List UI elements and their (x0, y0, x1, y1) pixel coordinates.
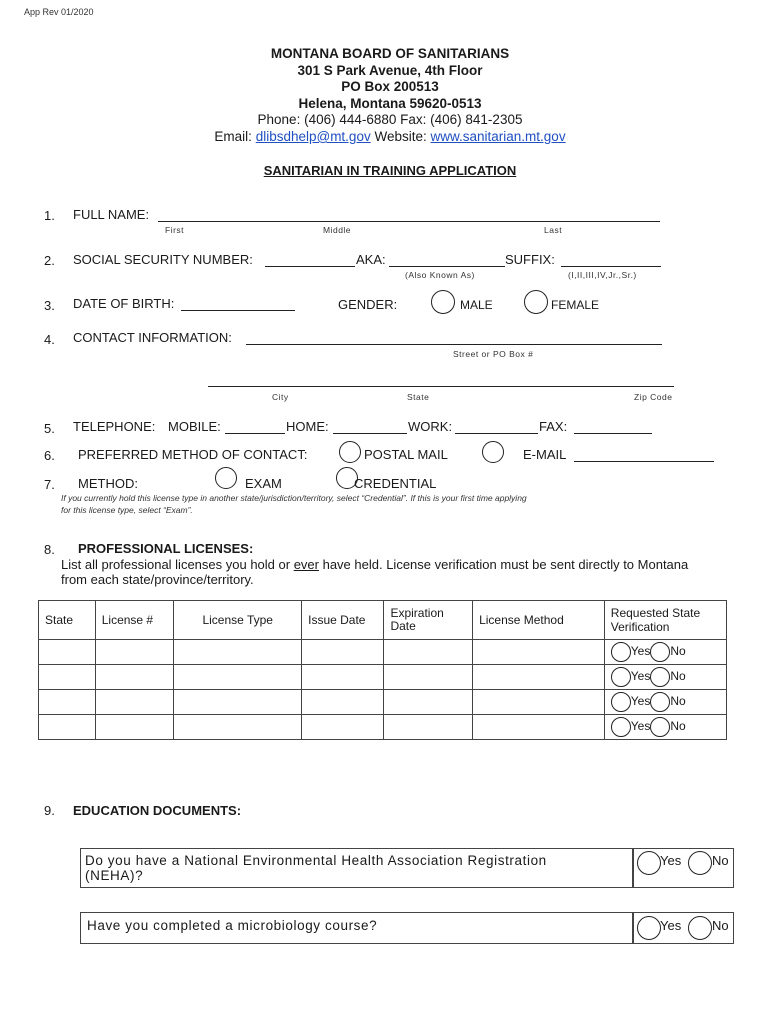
col-state: State (39, 601, 96, 640)
website-label: Website: (374, 129, 427, 144)
col-requested-verification: Requested State Verification (604, 601, 726, 640)
cell-verification (604, 690, 726, 715)
postal-mail-radio[interactable] (339, 441, 361, 463)
neha-no-label: No (712, 853, 729, 868)
verification-yes-radio[interactable] (611, 717, 631, 737)
verification-no-radio[interactable] (650, 667, 670, 687)
email-radio[interactable] (482, 441, 504, 463)
female-label: FEMALE (551, 298, 600, 312)
col-license-method: License Method (473, 601, 605, 640)
website-link[interactable]: www.sanitarian.mt.gov (430, 129, 566, 144)
verification-yes-radio[interactable] (611, 692, 631, 712)
neha-question: Do you have a National Environmental Health Association Registration (NEHA)? (85, 853, 547, 883)
verification-yes-label: Yes (630, 644, 651, 659)
aka-caption: (Also Known As) (405, 270, 475, 280)
licenses-text-line-2: from each state/province/territory. (61, 572, 254, 587)
suffix-field[interactable] (561, 266, 661, 267)
verification-no-radio[interactable] (650, 692, 670, 712)
email-label: Email: (214, 129, 252, 144)
dob-label: DATE OF BIRTH: (73, 296, 175, 311)
verification-yes-label: Yes (630, 719, 651, 734)
cell-issue-date[interactable] (302, 715, 384, 740)
cell-license-number[interactable] (95, 690, 174, 715)
cell-issue-date[interactable] (302, 690, 384, 715)
state-caption: State (407, 392, 430, 402)
phone-fax: Phone: (406) 444-6880 Fax: (406) 841-2305 (257, 112, 523, 127)
suffix-caption: (I,II,III,IV,Jr.,Sr.) (568, 270, 637, 280)
q2-number: 2. (44, 253, 55, 268)
licenses-text-a: List all professional licenses you hold or (61, 557, 294, 572)
table-row (39, 715, 727, 740)
fax-label: FAX: (539, 419, 568, 434)
cell-issue-date[interactable] (302, 640, 384, 665)
micro-yes-radio[interactable] (637, 916, 661, 940)
licenses-header-row (39, 601, 727, 640)
cell-expiration-date[interactable] (384, 665, 473, 690)
q3-number: 3. (44, 298, 55, 313)
contact-info-label: CONTACT INFORMATION: (73, 330, 232, 345)
method-label: METHOD: (78, 476, 138, 491)
licenses-text-c: have held. License verification must be sent directly to Montana (318, 557, 689, 572)
city-caption: City (272, 392, 289, 402)
female-radio[interactable] (524, 290, 548, 314)
email-field[interactable] (574, 461, 714, 462)
last-name-caption: Last (544, 225, 563, 235)
address-line-1: 301 S Park Avenue, 4th Floor (297, 63, 483, 78)
zip-caption: Zip Code (634, 392, 673, 402)
neha-yes-radio[interactable] (637, 851, 661, 875)
gender-label: GENDER: (338, 297, 398, 312)
verification-no-radio[interactable] (650, 717, 670, 737)
mobile-label: MOBILE: (168, 419, 221, 434)
form-title: SANITARIAN IN TRAINING APPLICATION (263, 163, 517, 178)
q9-number: 9. (44, 803, 55, 818)
method-note-line-2: for this license type, select “Exam”. (61, 505, 193, 515)
aka-field[interactable] (389, 266, 505, 267)
col-issue-date: Issue Date (302, 601, 384, 640)
email-option-label: E-MAIL (523, 447, 567, 462)
ssn-field[interactable] (265, 266, 355, 267)
cell-license-number[interactable] (95, 665, 174, 690)
exam-radio[interactable] (215, 467, 237, 489)
mobile-field[interactable] (225, 433, 285, 434)
micro-no-label: No (712, 918, 729, 933)
verification-no-label: No (670, 644, 686, 659)
verification-yes-label: Yes (630, 669, 651, 684)
home-label: HOME: (286, 419, 329, 434)
q8-number: 8. (44, 542, 55, 557)
postal-mail-label: POSTAL MAIL (364, 447, 448, 462)
licenses-heading: PROFESSIONAL LICENSES: (78, 541, 254, 556)
verification-no-label: No (670, 669, 686, 684)
col-expiration-date: Expiration Date (384, 601, 473, 640)
neha-no-radio[interactable] (688, 851, 712, 875)
method-note-line-1: If you currently hold this license type in another state/jurisdiction/territory, select “Credential”. If this is your first time applying (61, 493, 527, 503)
ssn-label: SOCIAL SECURITY NUMBER: (73, 252, 253, 267)
middle-name-caption: Middle (323, 225, 352, 235)
cell-license-type[interactable] (174, 640, 302, 665)
table-row (39, 690, 727, 715)
aka-label: AKA: (356, 252, 386, 267)
cell-state[interactable] (39, 715, 96, 740)
q7-number: 7. (44, 477, 55, 492)
micro-question: Have you completed a microbiology course? (87, 918, 378, 933)
verification-no-label: No (670, 719, 686, 734)
cell-expiration-date[interactable] (384, 715, 473, 740)
street-field[interactable] (246, 344, 662, 345)
verification-yes-radio[interactable] (611, 642, 631, 662)
work-field[interactable] (455, 433, 538, 434)
home-field[interactable] (333, 433, 407, 434)
cell-state[interactable] (39, 690, 96, 715)
neha-yes-label: Yes (660, 853, 682, 868)
micro-no-radio[interactable] (688, 916, 712, 940)
cell-license-method[interactable] (473, 665, 605, 690)
cell-license-number[interactable] (95, 640, 174, 665)
credential-label: CREDENTIAL (354, 476, 437, 491)
full-name-field[interactable] (158, 221, 660, 222)
cell-license-type[interactable] (174, 690, 302, 715)
table-row (39, 640, 727, 665)
cell-license-method[interactable] (473, 640, 605, 665)
dob-field[interactable] (181, 310, 295, 311)
contact-line (0, 129, 770, 144)
licenses-text-line-1 (61, 557, 688, 572)
first-name-caption: First (165, 225, 185, 235)
cell-verification (604, 715, 726, 740)
cell-expiration-date[interactable] (384, 690, 473, 715)
male-label: MALE (460, 298, 493, 312)
fax-field[interactable] (574, 433, 652, 434)
cell-license-type[interactable] (174, 665, 302, 690)
cell-license-number[interactable] (95, 715, 174, 740)
q6-number: 6. (44, 448, 55, 463)
cell-state[interactable] (39, 665, 96, 690)
email-link[interactable]: dlibsdhelp@mt.gov (255, 129, 371, 144)
suffix-label: SUFFIX: (505, 252, 555, 267)
cell-expiration-date[interactable] (384, 640, 473, 665)
address-line-2: PO Box 200513 (341, 79, 439, 94)
city-state-zip-field[interactable] (208, 386, 674, 387)
address-line-3: Helena, Montana 59620-0513 (298, 96, 482, 111)
cell-license-method[interactable] (473, 690, 605, 715)
verification-yes-radio[interactable] (611, 667, 631, 687)
revision-label: App Rev 01/2020 (24, 7, 94, 17)
licenses-table (38, 600, 727, 740)
verification-no-radio[interactable] (650, 642, 670, 662)
education-heading: EDUCATION DOCUMENTS: (73, 803, 242, 818)
q4-number: 4. (44, 332, 55, 347)
table-row (39, 665, 727, 690)
org-name: MONTANA BOARD OF SANITARIANS (270, 46, 510, 61)
cell-issue-date[interactable] (302, 665, 384, 690)
preferred-contact-label: PREFERRED METHOD OF CONTACT: (78, 447, 308, 462)
verification-yes-label: Yes (630, 694, 651, 709)
col-license-number: License # (95, 601, 174, 640)
work-label: WORK: (408, 419, 453, 434)
col-license-type: License Type (174, 601, 302, 640)
full-name-label: FULL NAME: (73, 207, 150, 222)
verification-no-label: No (670, 694, 686, 709)
street-caption: Street or PO Box # (453, 349, 534, 359)
micro-yes-label: Yes (660, 918, 682, 933)
q1-number: 1. (44, 208, 55, 223)
q5-number: 5. (44, 421, 55, 436)
cell-verification (604, 665, 726, 690)
cell-state[interactable] (39, 640, 96, 665)
licenses-text-ever: ever (293, 557, 319, 572)
cell-verification (604, 640, 726, 665)
telephone-label: TELEPHONE: (73, 419, 156, 434)
exam-label: EXAM (245, 476, 282, 491)
male-radio[interactable] (431, 290, 455, 314)
cell-license-type[interactable] (174, 715, 302, 740)
cell-license-method[interactable] (473, 715, 605, 740)
